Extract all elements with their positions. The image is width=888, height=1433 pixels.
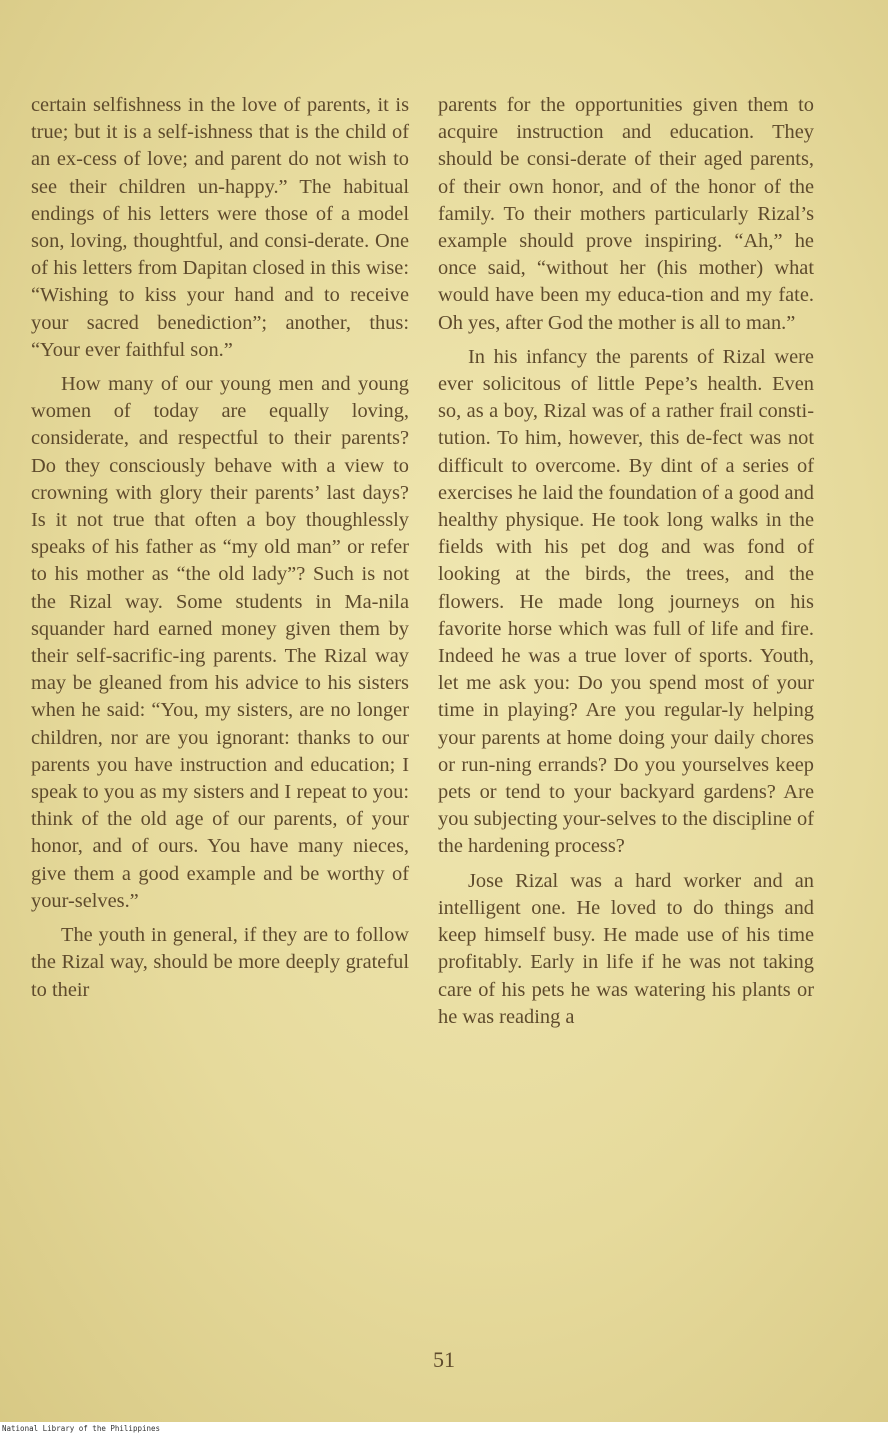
right-text-column	[438, 92, 814, 1031]
library-credit: National Library of the Philippines	[2, 1424, 161, 1433]
paragraph-left-2: How many of our young men and young women of today are equally loving, considerate, and respectful to their parents? Do they consciously behave with a view to crowning with glory their parents’ last days? Is it not true that often a boy thoughlessly speaks of his father as “my old man” or refer to his mother as “the old lady”? Such is not the Rizal way. Some students in Ma-nila squander hard earned money given them by their self-sacrific-ing parents. The Rizal way may be gleaned from his advice to his sisters when he said: “You, my sisters, are no longer children, nor are you ignorant: thanks to our parents you have instruction and education; I speak to you as my sisters and I repeat to you: think of the old age of our parents, of your honor, and of ours. You have many nieces, give them a good example and be worthy of your-selves.”	[31, 373, 409, 912]
paragraph-right-2: In his infancy the parents of Rizal were ever solicitous of little Pepe’s health. Even so, as a boy, Rizal was of a rather frail consti-tution. To him, however, this de-fect was not difficult to overcome. By dint of a series of exercises he laid the foundation of a good and healthy physique. He took long walks in the fields with his pet dog and was fond of looking at the birds, the trees, and the flowers. He made long journeys on his favorite horse which was full of life and fire. Indeed he was a true lover of sports. Youth, let me ask you: Do you spend most of your time in playing? Are you regular-ly helping your parents at home doing your daily chores or run-ning errands? Do you yourselves keep pets or tend to your backyard gardens? Are you subjecting your-selves to the discipline of the hardening process?	[438, 345, 814, 858]
paragraph-right-3: Jose Rizal was a hard worker and an intelligent one. He loved to do things and keep himself busy. He made use of his time profitably. Early in life if he was not taking care of his pets he was watering his plants or he was reading a	[438, 869, 814, 1028]
left-text-column	[31, 92, 409, 1004]
paragraph-left-3: The youth in general, if they are to follow the Rizal way, should be more deeply grateful to their	[31, 924, 409, 1001]
paragraph-left-1: certain selfishness in the love of parents, it is true; but it is a self-ishness that is the child of an ex-cess of love; and parent do not wish to see their children un-happy.” The habitual endings of his letters were those of a model son, loving, thoughtful, and consi-derate. One of his letters from Dapitan closed in this wise: “Wishing to kiss your hand and to receive your sacred benediction”; another, thus: “Your ever faithful son.”	[31, 94, 409, 361]
paragraph-right-1: parents for the opportunities given them to acquire instruction and education. They should be consi-derate of their aged parents, of their own honor, and of the honor of the family. To their mothers particularly Rizal’s example should prove inspiring. “Ah,” he once said, “without her (his mother) what would have been my educa-tion and my fate. Oh yes, after God the mother is all to man.”	[438, 94, 814, 334]
page-number: 51	[433, 1347, 455, 1372]
